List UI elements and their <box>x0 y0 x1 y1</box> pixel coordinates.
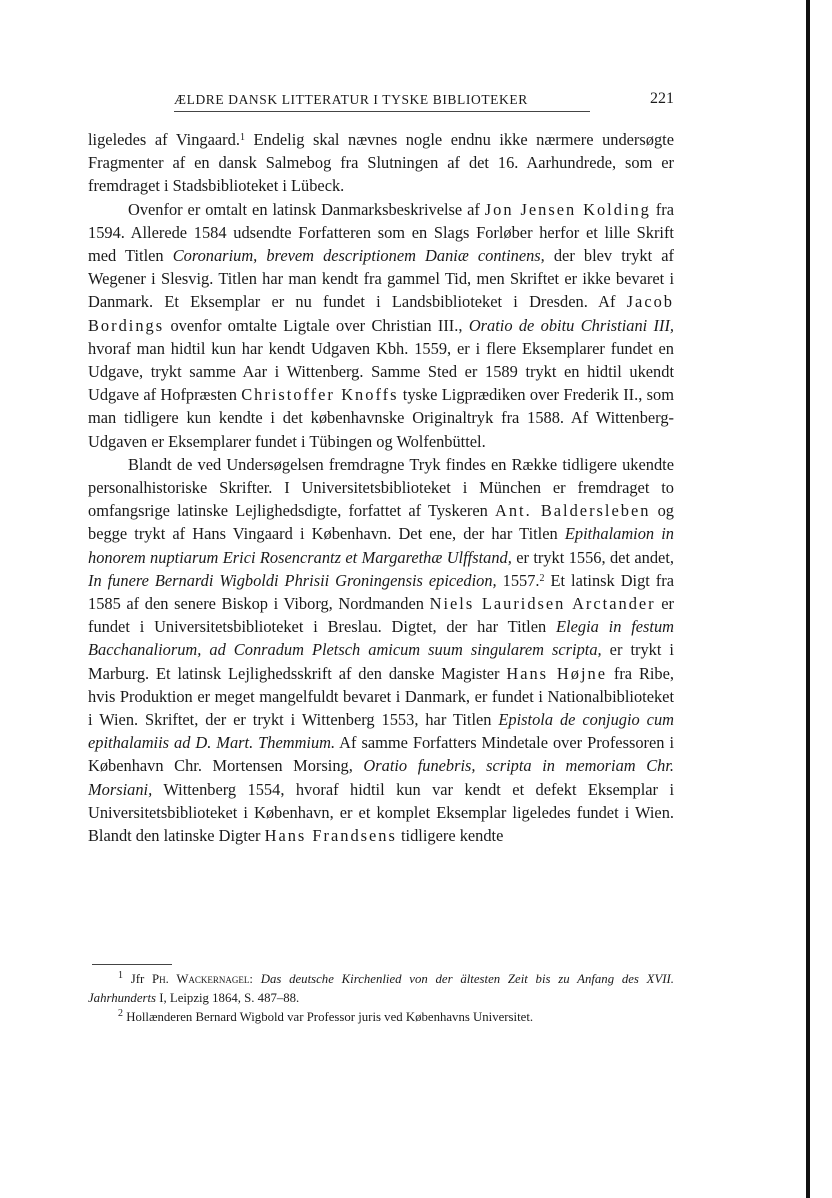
work-title: Elegia in festum Bacchanaliorum, ad Conradum Pletsch amicum suum singularem scripta, <box>88 617 674 660</box>
work-title: In funere Bernardi Wigboldi Phrisii Groningensis epicedion, <box>88 570 497 590</box>
page-header <box>174 90 674 110</box>
person-name: Jacob Bordings <box>88 292 674 335</box>
text-run: tidligere kendte <box>396 826 504 846</box>
page-edge-border <box>806 0 810 1198</box>
text-run: fra Ribe, hvis Produktion er meget mangelfuldt bevaret i Danmark, er fundet i Nationalbiblioteket i Wien. Skriftet, der er trykt i Wittenberg 1553, har Titlen <box>88 663 674 730</box>
footnote-1 <box>88 970 674 1008</box>
person-name: Hans Frandsens <box>264 826 397 846</box>
text-run: 1557. <box>496 570 540 590</box>
text-run: ovenfor omtalte Ligtale over Christian III., <box>164 315 469 335</box>
text-run: Af samme Forfatters Mindetale over Professoren i København Chr. Mortensen Morsing, <box>88 733 674 776</box>
text-run: ligeledes af Vingaard. <box>88 130 240 149</box>
text-run: : <box>249 972 261 986</box>
footnotes <box>88 970 674 1027</box>
footnote-rule <box>92 964 172 965</box>
footnote-ref-2: 2 <box>539 572 545 584</box>
work-title: Epistola de conjugio cum epithalamiis ad D. Mart. Themmium. <box>88 710 674 753</box>
text-run: er trykt i Marburg. Et latinsk Lejlighedsskrift af den danske Magister <box>88 640 674 683</box>
text-run: Wittenberg 1554, hvoraf hidtil kun var kendt et defekt Eksemplar i Universitetsbiblioteket i København, er et komplet Eksemplar ligeledes fundet i Wien. Blandt den latinske Digter <box>88 779 674 846</box>
running-head: ÆLDRE DANSK LITTERATUR I TYSKE BIBLIOTEKER <box>174 92 528 107</box>
text-run: Et latinsk Digt fra 1585 af den senere Biskop i Viborg, Nordmanden <box>88 570 674 614</box>
text-run: Blandt de ved Undersøgelsen fremdragne Tryk findes en Række tidligere ukendte personalhistoriske Skrifter. I Universitetsbiblioteket i München er fremdraget to omfangsrige latinske Lejlighedsdigte, forfattet af Tyskeren <box>88 454 674 521</box>
person-name: Christoffer Knoffs <box>241 385 399 405</box>
text-run: I, Leipzig 1864, S. 487–88. <box>156 991 300 1005</box>
text-run: der blev trykt af Wegener i Slesvig. Titlen har man kendt fra gammel Tid, men Skriftet er ikke bevaret i Danmark. Et Eksemplar er nu fundet i Landsbiblioteket i Dresden. Af <box>88 246 675 312</box>
text-run: er fundet i Universitetsbiblioteket i Breslau. Digtet, der har Titlen <box>88 594 674 637</box>
text-run: og begge trykt af Hans Vingaard i København. Det ene, der har Titlen <box>88 501 674 544</box>
text-run: Hollænderen Bernard Wigbold var Professor juris ved Københavns Universitet. <box>123 1010 534 1024</box>
footnote-ref-1: 1 <box>239 132 245 143</box>
person-name: Hans Højne <box>506 663 607 683</box>
paragraph-2 <box>88 198 674 453</box>
footnote-2 <box>88 1008 674 1027</box>
person-name: Jon Jensen Kolding <box>484 199 651 219</box>
person-name: Niels Lauridsen Arctander <box>429 594 656 614</box>
paragraph-1 <box>88 128 674 198</box>
text-run: er trykt 1556, det andet, <box>511 547 674 567</box>
work-title: Das deutsche Kirchenlied von der ältesten Zeit bis zu Anfang des XVII. Jahrhunderts <box>88 972 675 1005</box>
footnote-mark: 1 <box>118 970 123 981</box>
author-name: Ph. Wackernagel <box>152 972 250 986</box>
work-title: Epithalamion in honorem nuptiarum Erici Rosencrantz et Margarethæ Ulffstand, <box>88 524 674 567</box>
page-number: 221 <box>650 90 674 107</box>
header-rule <box>174 111 590 112</box>
text-run: Jfr <box>123 972 152 986</box>
text-run: tyske Ligprædiken over Frederik II., som man tidligere kun kendte i det københavnske Originaltryk fra 1588. Af Wittenberg-Udgaven er Eksemplarer fundet i Tübingen og Wolfenbüttel. <box>88 385 675 451</box>
work-title: Coronarium, brevem descriptionem Daniæ continens, <box>172 246 545 266</box>
footnote-mark: 2 <box>118 1008 123 1019</box>
text-run: fra 1594. Allerede 1584 udsendte Forfatteren som en Slags Forløber herfor et lille Skrift med Titlen <box>88 199 675 266</box>
text-run: Ovenfor er omtalt en latinsk Danmarksbeskrivelse af <box>128 199 485 219</box>
work-title: Oratio de obitu Christiani III, <box>468 315 674 335</box>
paragraph-3 <box>88 453 674 847</box>
work-title: Oratio funebris, scripta in memoriam Chr. Morsiani, <box>88 756 675 799</box>
body-text <box>88 128 674 847</box>
person-name: Ant. Baldersleben <box>495 501 651 521</box>
text-run: hvoraf man hidtil kun har kendt Udgaven Kbh. 1559, er i flere Eksemplarer fundet en Udgave, trykt samme Aar i Wittenberg. Samme Sted er 1589 trykt en hidtil ukendt Udgave af Hofpræsten <box>88 338 674 405</box>
text-run: Endelig skal nævnes nogle endnu ikke nærmere undersøgte Fragmenter af en dansk Salmebog fra Slutningen af det 16. Aarhundrede, som er fremdraget i Stadsbiblioteket i Lübeck. <box>88 130 674 196</box>
